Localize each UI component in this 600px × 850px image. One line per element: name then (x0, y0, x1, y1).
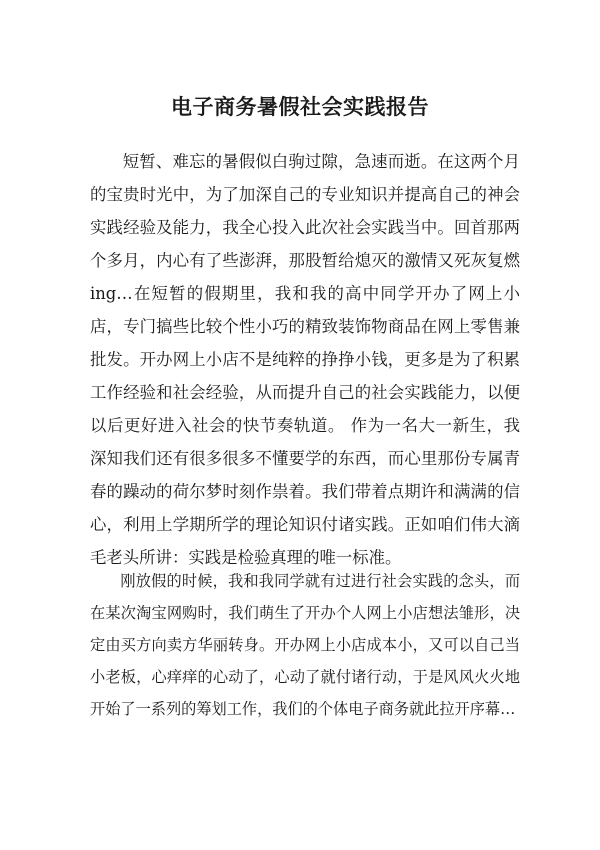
paragraph-1: 短暂、难忘的暑假似白驹过隙，急速而逝。在这两个月的宝贵时光中，为了加深自己的专业知识并提高自己的神会实践经验及能力，我全心投入此次社会实践当中。回首那两个多月，内心有了些澎湃，那股暂给熄灭的激情又死灰复燃ing…在短暂的假期里，我和我的高中同学开办了网上小店，专门搞些比较个性小巧的精致装饰物商品在网上零售兼批发。开办网上小店不是纯粹的挣挣小钱，更多是为了积累工作经验和社会经验，从而提升自己的社会实践能力，以便以后更好进入社会的快节奏轨道。 作为一名大一新生，我深知我们还有很多很多不懂要学的东西，而心里那份专属青春的躁动的荷尔梦时刻作祟着。我们带着点期许和满满的信心，利用上学期所学的理论知识付诸实践。正如咱们伟大滴毛老头所讲：实践是检验真理的唯一标准。 (90, 152, 520, 567)
document-title: 电子商务暑假社会实践报告 (171, 95, 429, 119)
paragraph-2: 刚放假的时候，我和我同学就有过进行社会实践的念头，而在某次淘宝网购时，我们萌生了开办个人网上小店想法雏形，决定由买方向卖方华丽转身。开办网上小店成本小，又可以自己当小老板，心痒痒的心动了，心动了就付诸行动，于是风风火火地开始了一系列的筹划工作，我们的个体电子商务就此拉开序幕… (90, 572, 520, 718)
